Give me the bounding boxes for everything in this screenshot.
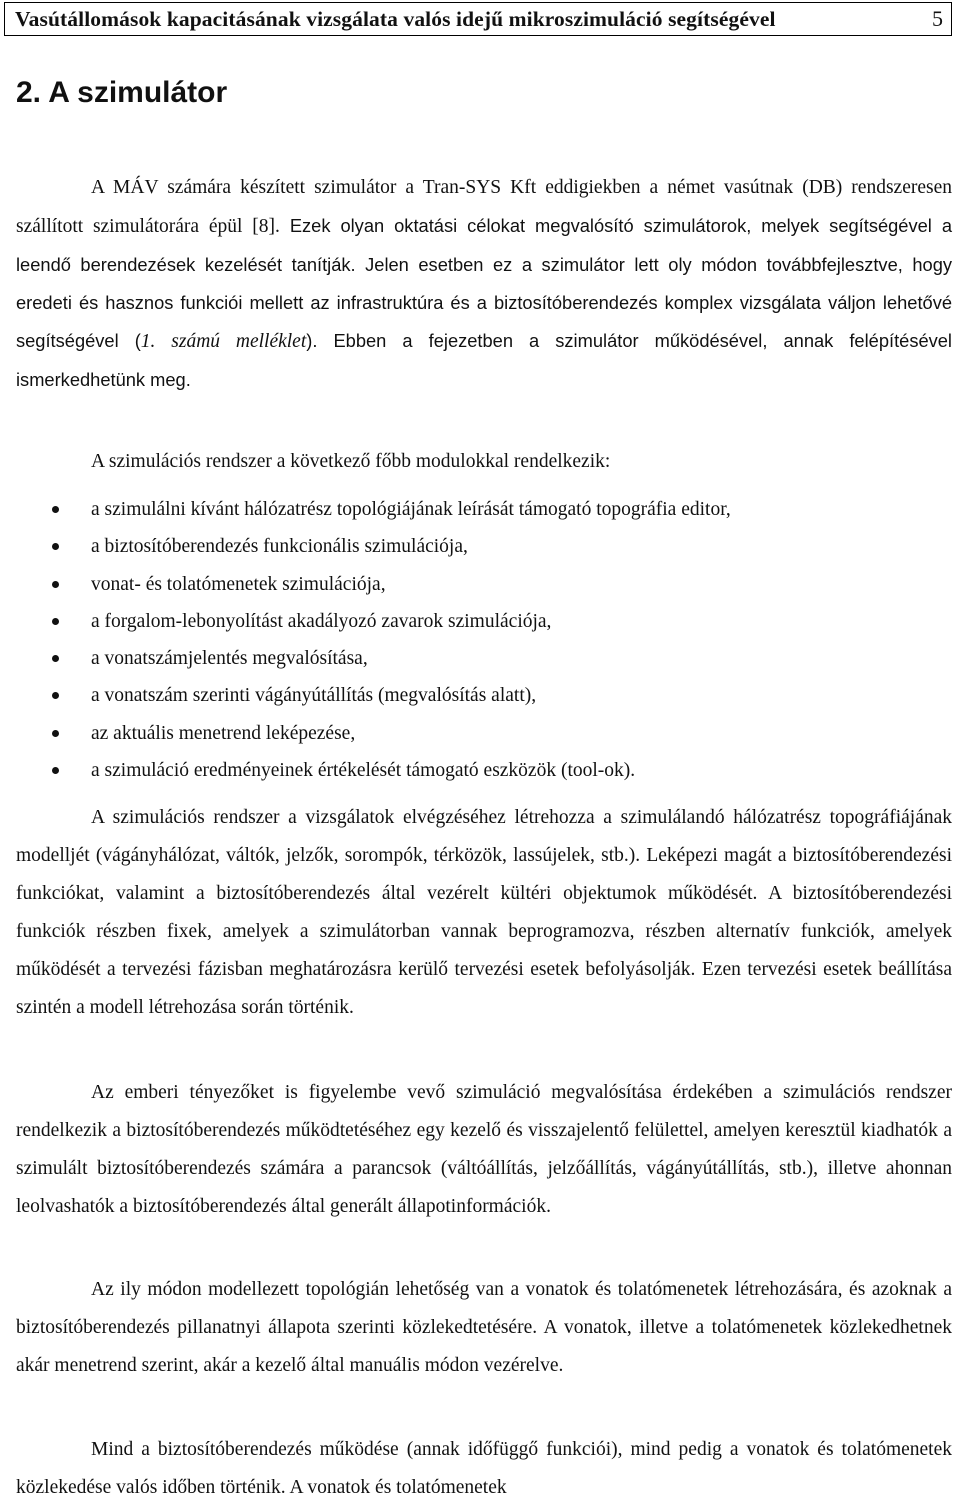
- list-item: a szimuláció eredményeinek értékelését támogató eszközök (tool-ok).: [0, 752, 731, 789]
- paragraph-intro-part-c: ). Ebben a fejezetben a szimulátor működésével, annak felépítésével ismerkedhetünk meg.: [16, 330, 952, 391]
- modules-intro: A szimulációs rendszer a következő főbb modulokkal rendelkezik:: [91, 451, 611, 472]
- list-item: a biztosítóberendezés funkcionális szimulációja,: [0, 528, 731, 565]
- bullet-icon: [52, 581, 59, 588]
- list-item: az aktuális menetrend leképezése,: [0, 715, 731, 752]
- section-heading: 2. A szimulátor: [16, 76, 228, 109]
- paragraph-topography-model: A szimulációs rendszer a vizsgálatok elvégzéséhez létrehozza a szimulálandó hálózatrész topográfiájának modelljét (vágányhálózat, váltók, jelzők, sorompók, térközök, lassújelek, stb.). Leképezi magát a biztosítóberendezési funkciókat, valamint a biztosítóberendezés által vezérelt kültéri objektumok működését. A biztosítóberendezési funkciók részben fixek, amelyek a szimulátorban vannak beprogramozva, részben alternatív funkciók, amelyek működését a tervezési fázisban meghatározásra kerülő tervezési esetek befolyásolják. Ezen tervezési esetek beállítása szintén a modell létrehozása során történik.: [16, 807, 952, 1019]
- paragraph-real-time: Mind a biztosítóberendezés működése (annak időfüggő funkciói), mind pedig a vonatok és tolatómenetek közlekedése valós időben történik. A vonatok és tolatómenetek: [16, 1439, 952, 1499]
- page-header: [4, 2, 952, 36]
- annex-reference: 1. számú melléklet: [140, 331, 307, 353]
- bullet-icon: [52, 506, 59, 513]
- modules-list: [0, 491, 731, 789]
- list-item: vonat- és tolatómenetek szimulációja,: [0, 566, 731, 603]
- bullet-icon: [52, 543, 59, 550]
- list-item: a forgalom-lebonyolítást akadályozó zavarok szimulációja,: [0, 603, 731, 640]
- bullet-icon: [52, 730, 59, 737]
- paragraph-simulator-intro: [16, 168, 952, 400]
- bullet-icon: [52, 692, 59, 699]
- header-title: Vasútállomások kapacitásának vizsgálata valós idejű mikroszimuláció segítségével: [15, 6, 776, 31]
- list-item: a szimulálni kívánt hálózatrész topológiájának leírását támogató topográfia editor,: [0, 491, 731, 528]
- paragraph-intro-part-b: Ezek olyan oktatási célokat megvalósító szimulátorok, melyek segítségével a leendő berendezések kezelését tanítják. Jelen esetben ez a szimulátor lett oly módon továbbfejlesztve, hogy eredeti és hasznos funkciói mellett az infrastruktúra és a biztosítóberendezés komplex vizsgálata váljon lehetővé segítségével (: [16, 215, 952, 352]
- paragraph-train-movements: Az ily módon modellezett topológián lehetőség van a vonatok és tolatómenetek létrehozására, és azoknak a biztosítóberendezés pillanatnyi állapota szerinti közlekedtetésére. A vonatok, illetve a tolatómenetek közlekedhetnek akár menetrend szerint, akár a kezelő által manuális módon vezérelve.: [16, 1279, 952, 1377]
- bullet-icon: [52, 655, 59, 662]
- paragraph-intro-part-a: A MÁV számára készített szimulátor a Tran-SYS Kft eddigiekben a német vasútnak (DB) rendszeresen szállított szimulátorára épül [8].: [16, 177, 952, 238]
- page-number: 5: [932, 6, 943, 31]
- bullet-icon: [52, 618, 59, 625]
- list-item: a vonatszám szerinti vágányútállítás (megvalósítás alatt),: [0, 677, 731, 714]
- bullet-icon: [52, 767, 59, 774]
- list-item: a vonatszámjelentés megvalósítása,: [0, 640, 731, 677]
- paragraph-human-factors: Az emberi tényezőket is figyelembe vevő szimuláció megvalósítása érdekében a szimulációs rendszer rendelkezik a biztosítóberendezés működtetéséhez egy kezelő és visszajelentő felülettel, amelyen keresztül kiadhatók a szimulált biztosítóberendezés számára a parancsok (váltóállítás, jelzőállítás, vágányútállítás, stb.), illetve ahonnan leolvashatók a biztosítóberendezés által generált állapotinformációk.: [16, 1082, 952, 1218]
